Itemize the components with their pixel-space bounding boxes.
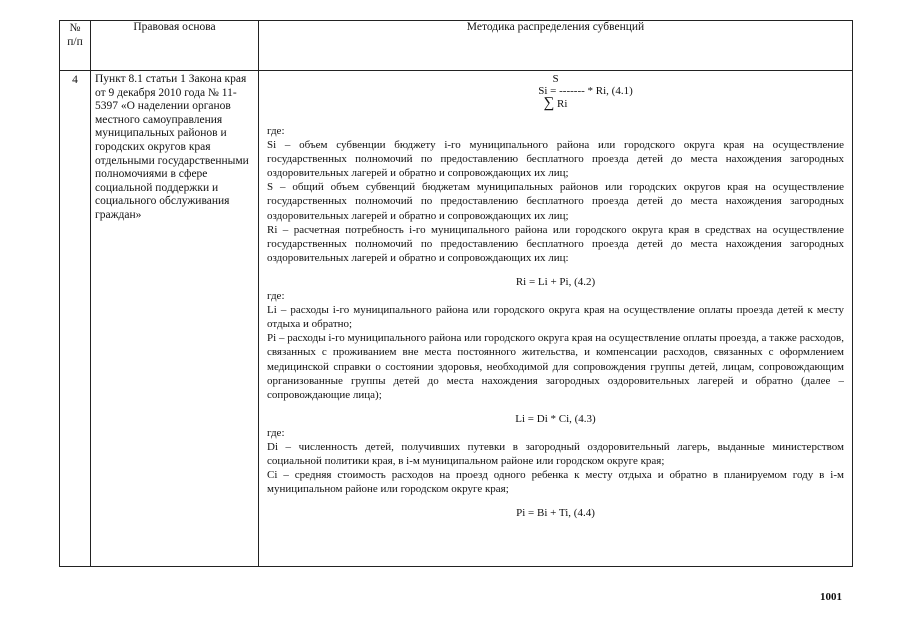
- definition-di: Di – численность детей, получивших путевки в загородный оздоровительный лагерь, выданные министерством социальной политики края, в i-м муниципальном районе или городском округе края;: [267, 440, 844, 468]
- header-number-line1: №: [69, 22, 81, 34]
- formula-4-1-denominator: Ri: [557, 98, 568, 110]
- header-number-line2: п/п: [67, 36, 83, 48]
- definition-li: Li – расходы i-го муниципального района или городского округа края на осуществление оплаты проезда детей к месту отдыха и обратно;: [267, 304, 844, 331]
- definition-pi: Pi – расходы i-го муниципального района или городского округа края на осуществление оплаты проезда, а также расходов, связанных с проживанием вне места постоянного жительства, и компенсации расходов, связанных с оформлением медицинской справки о состоянии здоровья, необходимой для сопровождения группы детей, лицам, сопровождающим организованные группы детей до места нахождения загородных оздоровительных лагерей и обратно (далее – сопровождающие лица);: [267, 332, 844, 401]
- row-number: 4: [60, 71, 91, 567]
- header-number: [60, 21, 91, 71]
- formula-4-1-numerator: S: [552, 73, 559, 85]
- formula-4-4: Pi = Bi + Ti, (4.4): [516, 507, 595, 520]
- formula-4-1: [267, 73, 844, 110]
- formula-4-3: Li = Di * Ci, (4.3): [515, 412, 596, 425]
- sum-symbol: ∑: [543, 95, 555, 111]
- table-header-row: [60, 21, 853, 71]
- table-row: [60, 71, 853, 567]
- header-method: Методика распределения субвенций: [259, 21, 853, 71]
- definition-ci: Ci – средняя стоимость расходов на проезд одного ребенка к месту отдыха и обратно в планируемом году в i-м муниципальном районе или городском округе края;: [267, 469, 844, 496]
- formula-4-1-main: Si = ------- * Ri, (4.1): [538, 85, 633, 97]
- header-basis: Правовая основа: [91, 21, 259, 71]
- row-legal-basis: Пункт 8.1 статьи 1 Закона края от 9 декабря 2010 года № 11-5397 «О наделении органов местного самоуправления муниципальных районов и городских округов края отдельными государственными полномочиями в сфере социальной поддержки и социального обслуживания граждан»: [91, 71, 259, 567]
- where-label-2: где:: [267, 290, 285, 303]
- subsidy-table: [59, 20, 853, 567]
- definition-si: Si – объем субвенции бюджету i-го муниципального района или городского округа края на осуществление государственных полномочий по предоставлению бесплатного проезда детей до места нахождения загородных оздоровительных лагерей и обратно и сопровождающих их лиц;: [267, 139, 844, 180]
- formula-4-2: Ri = Li + Pi, (4.2): [515, 275, 596, 288]
- definition-s: S – общий объем субвенций бюджетам муниципальных районов или городских округов края на осуществление государственных полномочий по предоставлению бесплатного проезда детей до места нахождения загородных оздоровительных лагерей и обратно и сопровождающих их лиц;: [267, 181, 844, 222]
- row-method: [259, 71, 853, 567]
- where-label-1: где:: [267, 125, 285, 137]
- page-number: 1001: [820, 591, 842, 603]
- definition-ri: Ri – расчетная потребность i-го муниципального района или городского округа края в средствах на осуществление государственных полномочий по предоставлению бесплатного проезда детей до места нахождения загородных оздоровительных лагерей и обратно и сопровождающих их лиц:: [267, 223, 844, 264]
- where-label-3: где:: [267, 426, 285, 439]
